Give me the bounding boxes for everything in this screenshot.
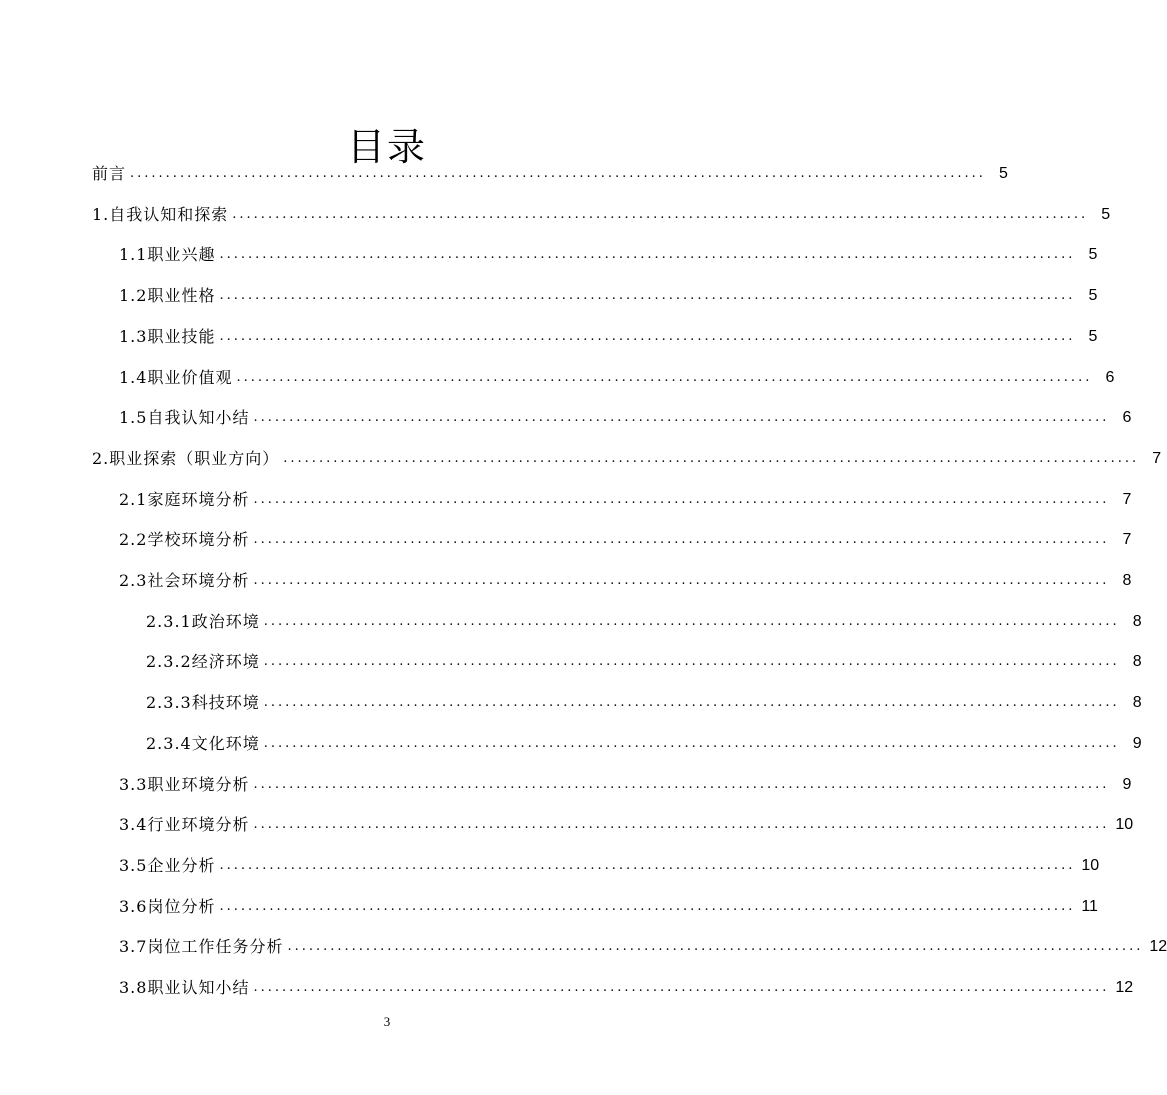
toc-entry-label: 2.3.4文化环境: [146, 734, 260, 753]
toc-entry-label: 3.6岗位分析: [119, 897, 216, 916]
dot-leader: ........................................................................................................................: [283, 451, 1140, 466]
toc-entry-1[interactable]: [92, 202, 1111, 228]
toc-entry-page: 6: [1105, 369, 1115, 386]
toc-entry-page: 8: [1132, 613, 1142, 630]
dot-leader: ........................................................................................................................: [253, 980, 1110, 995]
toc-entry-label: 1.1职业兴趣: [119, 245, 216, 264]
dot-leader: ........................................................................................................................: [263, 736, 1120, 751]
toc-entry-page: 7: [1152, 450, 1162, 467]
toc-entry-label: 3.3职业环境分析: [119, 775, 250, 794]
toc-entry-label: 3.8职业认知小结: [119, 978, 250, 997]
dot-leader: ........................................................................................................................: [232, 207, 1089, 222]
toc-entry-label: 2.3.1政治环境: [146, 612, 260, 631]
toc-entry-label: 2.3.3科技环境: [146, 693, 260, 712]
toc-entry-page: 10: [1115, 816, 1134, 833]
page-title: 目录: [346, 125, 427, 170]
dot-leader: ........................................................................................................................: [287, 939, 1144, 954]
toc-entry-3-3[interactable]: [119, 772, 1132, 798]
toc-entry-page: 11: [1081, 898, 1098, 915]
dot-leader: ........................................................................................................................: [219, 288, 1076, 303]
toc-entry-1-5[interactable]: [119, 405, 1132, 431]
toc-entry-label: 2.3社会环境分析: [119, 571, 250, 590]
toc-entry-3-5[interactable]: [119, 853, 1100, 879]
dot-leader: ........................................................................................................................: [253, 410, 1110, 425]
toc-entry-page: 5: [1088, 328, 1098, 345]
dot-leader: ........................................................................................................................: [219, 899, 1076, 914]
dot-leader: ........................................................................................................................: [253, 573, 1110, 588]
toc-entry-label: 2.3.2经济环境: [146, 652, 260, 671]
toc-entry-label: 1.4职业价值观: [119, 368, 233, 387]
dot-leader: ........................................................................................................................: [236, 370, 1093, 385]
toc-entry-2-2[interactable]: [119, 527, 1132, 553]
toc-entry-2[interactable]: [92, 446, 1162, 472]
dot-leader: ........................................................................................................................: [263, 614, 1120, 629]
toc-entry-2-1[interactable]: [119, 487, 1132, 513]
toc-entry-label: 1.5自我认知小结: [119, 408, 250, 427]
toc-entry-2-3-3[interactable]: [146, 690, 1142, 716]
dot-leader: ........................................................................................................................: [253, 532, 1110, 547]
toc-entry-page: 5: [1088, 287, 1098, 304]
toc-entry-3-6[interactable]: [119, 894, 1098, 920]
toc-entry-page: 12: [1115, 979, 1134, 996]
toc-entry-label: 前言: [92, 164, 127, 183]
dot-leader: ........................................................................................................................: [130, 166, 986, 181]
toc-entry-3-8[interactable]: [119, 975, 1134, 1001]
toc-entry-label: 3.4行业环境分析: [119, 815, 250, 834]
toc-entry-label: 1.自我认知和探索: [92, 205, 229, 224]
toc-entry-preface[interactable]: [92, 161, 1008, 187]
toc-entry-2-3-1[interactable]: [146, 609, 1142, 635]
toc-entry-label: 1.2职业性格: [119, 286, 216, 305]
toc-entry-label: 1.3职业技能: [119, 327, 216, 346]
dot-leader: ........................................................................................................................: [219, 247, 1076, 262]
toc-entry-3-4[interactable]: [119, 812, 1134, 838]
toc-entry-page: 8: [1132, 694, 1142, 711]
toc-entry-1-3[interactable]: [119, 324, 1098, 350]
toc-entry-page: 5: [1088, 246, 1098, 263]
toc-entry-page: 8: [1132, 653, 1142, 670]
toc-entry-2-3[interactable]: [119, 568, 1132, 594]
dot-leader: ........................................................................................................................: [253, 817, 1110, 832]
toc-entry-1-4[interactable]: [119, 365, 1115, 391]
toc-entry-page: 5: [1101, 206, 1111, 223]
dot-leader: ........................................................................................................................: [253, 492, 1110, 507]
toc-entry-3-7[interactable]: [119, 934, 1167, 960]
toc-entry-page: 9: [1122, 776, 1132, 793]
toc-entry-page: 7: [1122, 531, 1132, 548]
toc-entry-page: 8: [1122, 572, 1132, 589]
dot-leader: ........................................................................................................................: [263, 695, 1120, 710]
dot-leader: ........................................................................................................................: [253, 777, 1110, 792]
toc-entry-1-2[interactable]: [119, 283, 1098, 309]
toc-entry-label: 2.职业探索（职业方向）: [92, 449, 280, 468]
toc-entry-label: 3.5企业分析: [119, 856, 216, 875]
toc-entry-page: 12: [1149, 938, 1167, 955]
toc-entry-page: 10: [1081, 857, 1100, 874]
toc-entry-label: 2.2学校环境分析: [119, 530, 250, 549]
page-number: 3: [383, 1014, 391, 1029]
toc-entry-page: 7: [1122, 491, 1132, 508]
toc-entry-page: 5: [999, 165, 1008, 182]
toc-entry-1-1[interactable]: [119, 242, 1098, 268]
dot-leader: ........................................................................................................................: [219, 858, 1076, 873]
toc-entry-2-3-2[interactable]: [146, 649, 1142, 675]
toc-entry-page: 9: [1132, 735, 1142, 752]
toc-entry-page: 6: [1122, 409, 1132, 426]
toc-entry-label: 3.7岗位工作任务分析: [119, 937, 284, 956]
toc-entry-2-3-4[interactable]: [146, 731, 1142, 757]
dot-leader: ........................................................................................................................: [263, 654, 1120, 669]
toc-entry-label: 2.1家庭环境分析: [119, 490, 250, 509]
dot-leader: ........................................................................................................................: [219, 329, 1076, 344]
